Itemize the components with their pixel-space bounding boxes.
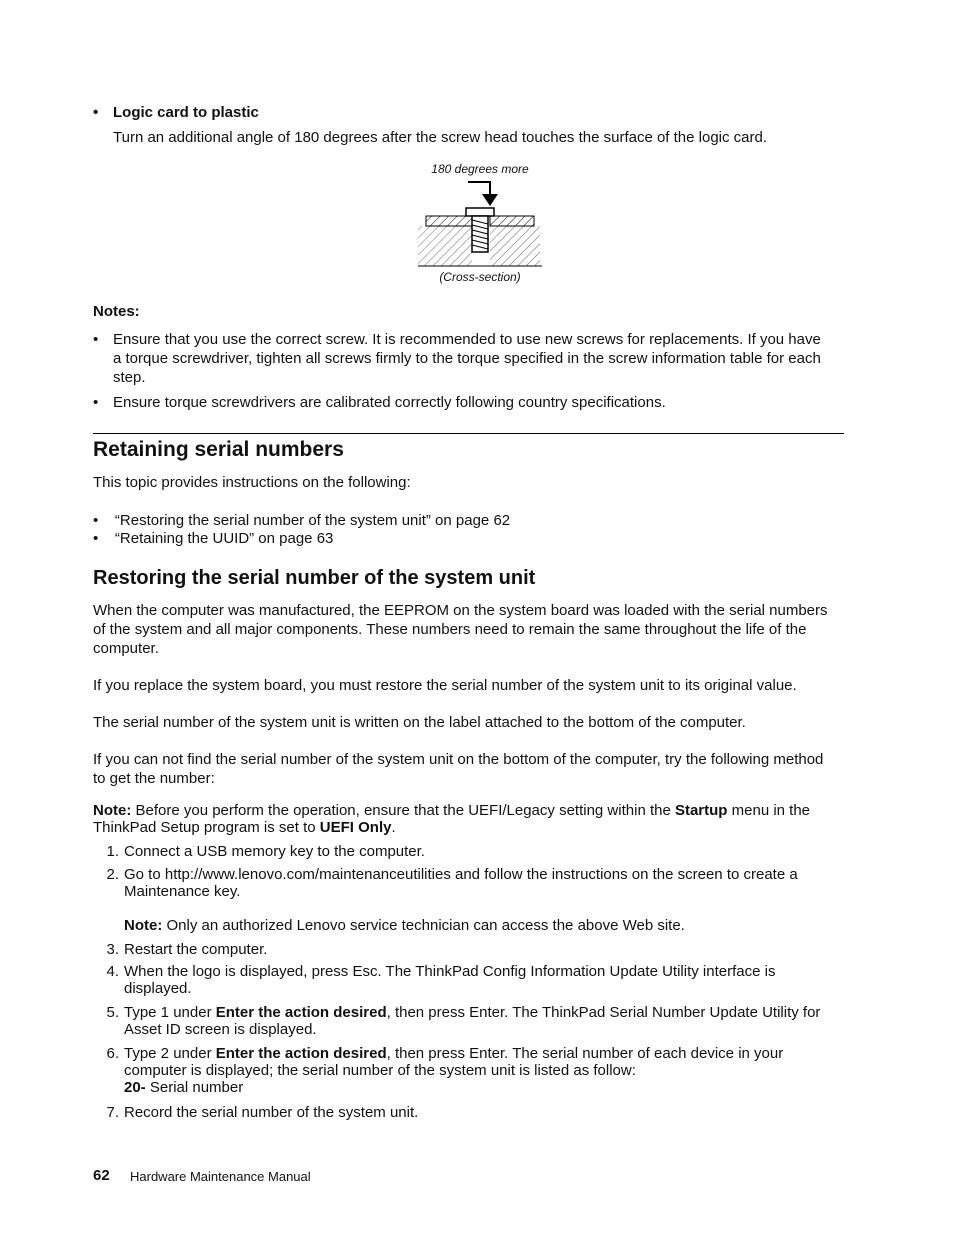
paragraph: When the computer was manufactured, the EEPROM on the system board was loaded with the serial numbers of the system and all major components. These numbers need to remain the same throughout the life of the computer. <box>93 602 828 657</box>
figure-caption-bottom: (Cross-section) <box>439 270 521 284</box>
step-6: 6. Type 2 under Enter the action desired, then press Enter. The serial number of each device in your computer is displayed; the serial number of the system unit is listed as follow: 20- Serial number <box>106 1045 784 1096</box>
note-item: • Ensure torque screwdrivers are calibrated correctly following country specifications. <box>113 393 833 412</box>
step-7: 7. Record the serial number of the system unit. <box>106 1104 419 1121</box>
startup-note: Note: Before you perform the operation, ensure that the UEFI/Legacy setting within the Startup menu in the ThinkPad Setup program is set to UEFI Only. <box>93 802 811 836</box>
page-number: 62 <box>93 1167 110 1184</box>
screw-figure <box>410 160 550 290</box>
section-title-restoring-serial: Restoring the serial number of the system unit <box>93 567 536 589</box>
link-item: • “Restoring the serial number of the system unit” on page 62 <box>93 512 511 529</box>
section-intro: This topic provides instructions on the following: <box>93 474 411 491</box>
screw-cross-section-diagram <box>410 178 550 270</box>
paragraph: If you replace the system board, you must restore the serial number of the system unit to its original value. <box>93 677 797 694</box>
step-3: 3. Restart the computer. <box>106 941 268 958</box>
note-item: • Ensure that you use the correct screw. It is recommended to use new screws for replacements. If you have a torque screwdriver, tighten all screws firmly to the torque specified in the screw information table for each step. <box>113 330 833 387</box>
paragraph: If you can not find the serial number of the system unit on the bottom of the computer, try the following method to get the number: <box>93 751 824 787</box>
link-retaining-uuid[interactable]: “Retaining the UUID” on page 63 <box>114 530 334 547</box>
section-title-retaining-serial-numbers: Retaining serial numbers <box>93 438 344 461</box>
step-1: 1. Connect a USB memory key to the computer. <box>106 843 425 860</box>
link-restoring-serial[interactable]: “Restoring the serial number of the system unit” on page 62 <box>114 512 511 529</box>
step-5: 5. Type 1 under Enter the action desired, then press Enter. The ThinkPad Serial Number Update Utility for Asset ID screen is displayed. <box>106 1004 821 1038</box>
notes-heading: Notes: <box>93 303 140 320</box>
link-item: • “Retaining the UUID” on page 63 <box>93 530 334 547</box>
footer-title: Hardware Maintenance Manual <box>130 1169 311 1184</box>
step-2: 2. Go to http://www.lenovo.com/maintenanceutilities and follow the instructions on the screen to create a Maintenance key. <box>106 866 798 900</box>
paragraph: The serial number of the system unit is written on the label attached to the bottom of the computer. <box>93 714 746 731</box>
step-4: 4. When the logo is displayed, press Esc. The ThinkPad Config Information Update Utility interface is displayed. <box>106 963 776 997</box>
bullet-title: • Logic card to plastic <box>113 103 259 122</box>
step-2-note: Note: Only an authorized Lenovo service technician can access the above Web site. <box>124 917 685 934</box>
bullet-text: Turn an additional angle of 180 degrees after the screw head touches the surface of the logic card. <box>113 129 768 146</box>
section-divider <box>93 433 844 434</box>
figure-caption-top: 180 degrees more <box>431 162 529 176</box>
